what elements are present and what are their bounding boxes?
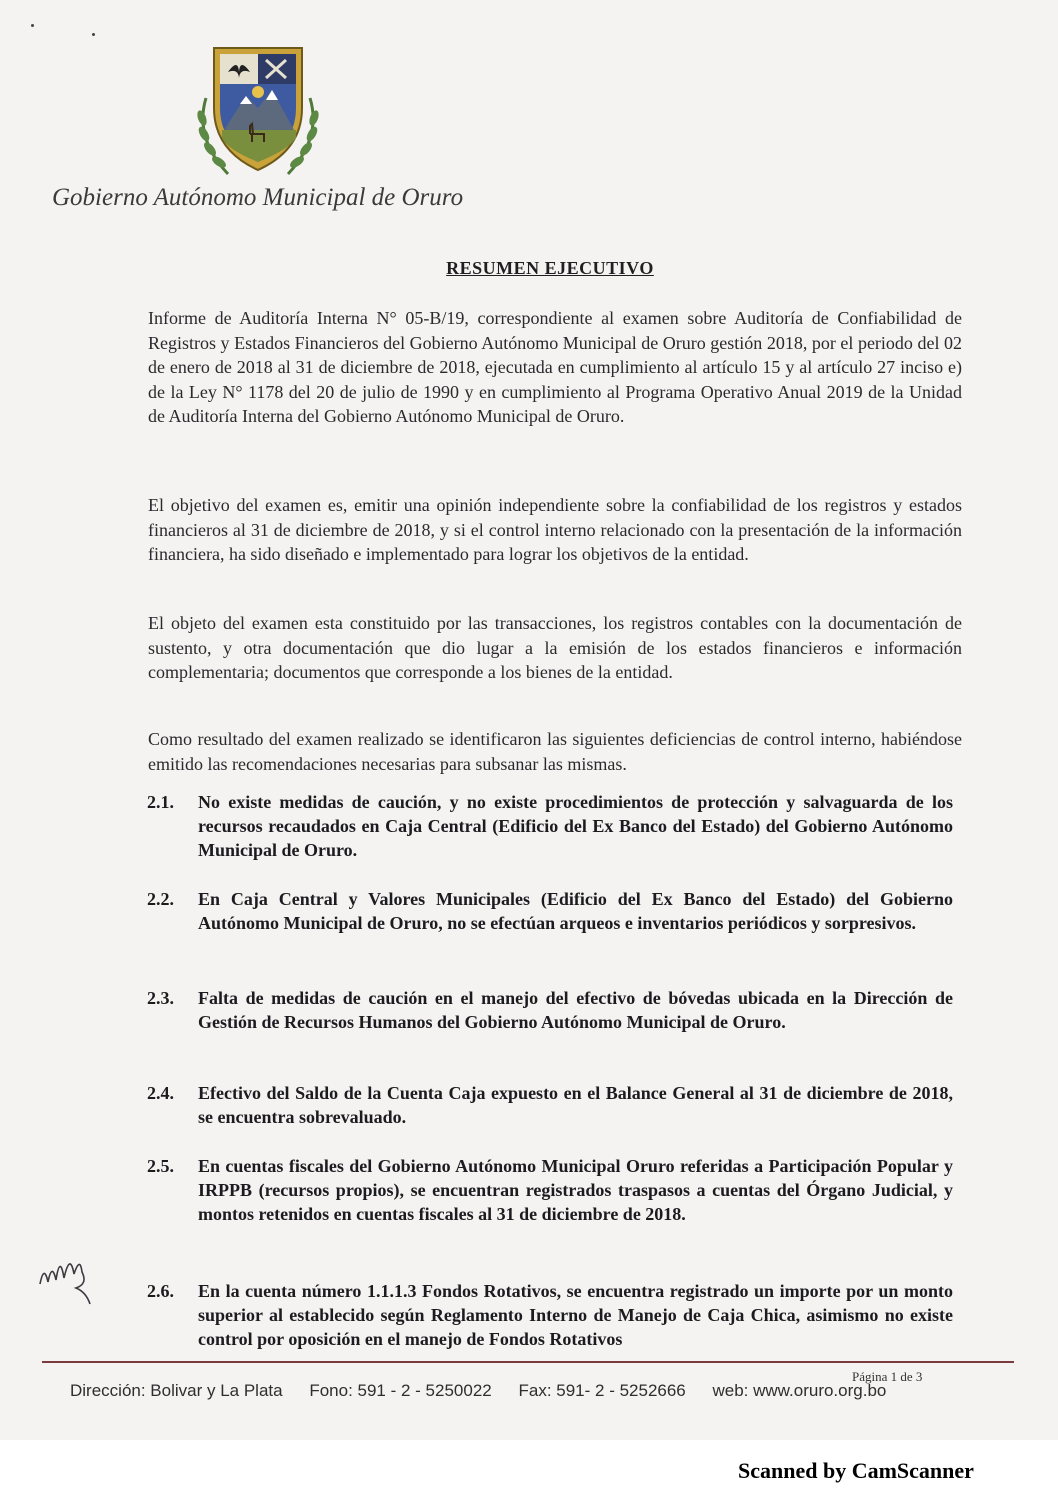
scan-speck: [92, 33, 95, 36]
scanner-watermark: Scanned by CamScanner: [738, 1458, 974, 1483]
finding-text: Efectivo del Saldo de la Cuenta Caja expuesto en el Balance General al 31 de diciembre de 2018, se encuentra sobrevaluado.: [198, 1083, 953, 1127]
finding-item: [147, 986, 953, 1034]
finding-text: En cuentas fiscales del Gobierno Autónomo Municipal Oruro referidas a Participación Popular y IRPPB (recursos propios), se encuentran registrados traspasos a cuentas del Órgano Judicial, y montos retenidos en cuentas fiscales al 31 de diciembre de 2018.: [198, 1156, 953, 1224]
finding-number: 2.4.: [147, 1083, 174, 1103]
organization-name: Gobierno Autónomo Municipal de Oruro: [52, 184, 464, 211]
finding-number: 2.3.: [147, 988, 174, 1008]
handwritten-initials: [34, 1244, 104, 1314]
finding-text: En la cuenta número 1.1.1.3 Fondos Rotativos, se encuentra registrado un importe por un monto superior al establecido según Reglamento Interno de Manejo de Caja Chica, asimismo no existe control por oposición en el manejo de Fondos Rotativos: [198, 1281, 953, 1349]
scan-speck: [31, 24, 34, 27]
finding-text: En Caja Central y Valores Municipales (Edificio del Ex Banco del Estado) del Gobierno Autónomo Municipal de Oruro, no se efectúan arqueos e inventarios periódicos y sorpresivos.: [198, 889, 953, 933]
finding-number: 2.5.: [147, 1156, 174, 1176]
paragraph-object: El objeto del examen esta constituido por las transacciones, los registros contables con la documentación de sustento, y otra documentación que dio lugar a la emisión de los estados financieros e información complementaria; documentos que corresponde a los bienes de la entidad.: [148, 613, 962, 682]
finding-number: 2.6.: [147, 1281, 174, 1301]
footer-phone: Fono: 591 - 2 - 5250022: [309, 1381, 492, 1400]
finding-number: 2.1.: [147, 792, 174, 812]
page-number: Página 1 de 3: [852, 1369, 923, 1384]
footer-contact: [70, 1381, 1010, 1401]
footer-website: web: www.oruro.org.bo: [712, 1381, 887, 1400]
footer-divider: [42, 1361, 1014, 1363]
finding-item: [147, 1154, 953, 1226]
finding-item: [147, 790, 953, 862]
footer-fax: Fax: 591- 2 - 5252666: [518, 1381, 686, 1400]
footer-address: Dirección: Bolivar y La Plata: [70, 1381, 283, 1400]
paragraph-intro: Informe de Auditoría Interna N° 05-B/19, correspondiente al examen sobre Auditoría de Confiabilidad de Registros y Estados Financieros del Gobierno Autónomo Municipal de Oruro gestión 2018, por el periodo del 02 de enero de 2018 al 31 de diciembre de 2018, ejecutada en cumplimiento al artículo 15 y al artículo 27 inciso e) de la Ley N° 1178 del 20 de julio de 1990 y en cumplimiento al Programa Operativo Anual 2019 de la Unidad de Auditoría Interna del Gobierno Autónomo Municipal de Oruro.: [148, 308, 962, 426]
finding-item: [147, 1279, 953, 1351]
paragraph-results: Como resultado del examen realizado se identificaron las siguientes deficiencias de control interno, habiéndose emitido las recomendaciones necesarias para subsanar las mismas.: [148, 729, 962, 774]
paragraph-objective: El objetivo del examen es, emitir una opinión independiente sobre la confiabilidad de los registros y estados financieros al 31 de diciembre de 2018, y si el control interno relacionado con la presentación de la información financiera, ha sido diseñado e implementado para lograr los objetivos de la entidad.: [148, 495, 962, 564]
finding-item: [147, 887, 953, 935]
finding-number: 2.2.: [147, 889, 174, 909]
finding-item: [147, 1081, 953, 1129]
finding-text: No existe medidas de caución, y no existe procedimientos de protección y salvaguarda de los recursos recaudados en Caja Central (Edificio del Ex Banco del Estado) del Gobierno Autónomo Municipal de Oruro.: [198, 792, 953, 860]
municipal-crest-logo: [188, 38, 328, 180]
finding-text: Falta de medidas de caución en el manejo del efectivo de bóvedas ubicada en la Dirección de Gestión de Recursos Humanos del Gobierno Autónomo Municipal de Oruro.: [198, 988, 953, 1032]
document-title: RESUMEN EJECUTIVO: [446, 258, 654, 278]
